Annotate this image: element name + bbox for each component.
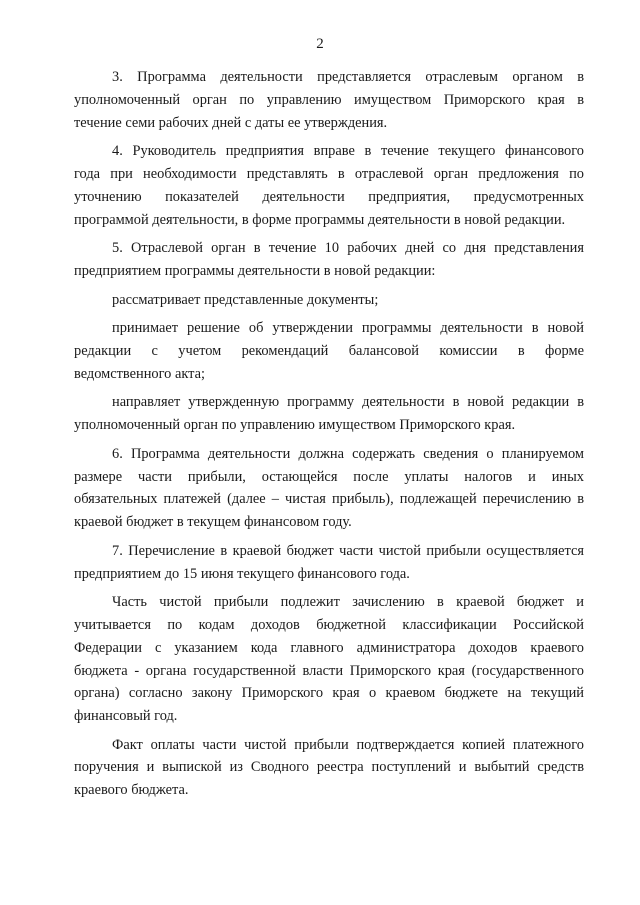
paragraph-line: 7. Перечисление в краевой бюджет части чистой прибыли осуществляется <box>112 542 584 559</box>
paragraph-line: года при необходимости представлять в отраслевой орган предложения по <box>74 165 584 182</box>
paragraph-p8 <box>74 591 584 728</box>
page-number: 2 <box>316 36 324 52</box>
paragraph-line: 6. Программа деятельности должна содержать сведения о планируемом <box>112 445 584 462</box>
paragraph-line: уполномоченный орган по управлению имуществом Приморского края. <box>74 417 516 434</box>
paragraph-line: Часть чистой прибыли подлежит зачислению в краевой бюджет и <box>112 594 584 611</box>
paragraph-line: предприятием программы деятельности в новой редакции: <box>74 262 436 279</box>
paragraph-line: рассматривает представленные документы; <box>112 291 379 308</box>
paragraph-p5b <box>74 317 584 385</box>
paragraph-line: предприятием до 15 июня текущего финансового года. <box>74 565 410 582</box>
paragraph-line: принимает решение об утверждении программы деятельности в новой <box>112 320 584 337</box>
paragraph-line: уточнению показателей деятельности предприятия, предусмотренных <box>74 188 584 205</box>
paragraph-line: направляет утвержденную программу деятельности в новой редакции в <box>112 394 584 411</box>
paragraph-p3 <box>74 66 584 134</box>
paragraph-line: 4. Руководитель предприятия вправе в течение текущего финансового <box>112 143 584 160</box>
document-body <box>74 66 584 808</box>
paragraph-line: Факт оплаты части чистой прибыли подтверждается копией платежного <box>112 736 584 753</box>
paragraph-line: краевой бюджет в текущем финансовом году. <box>74 514 352 531</box>
paragraph-line: Федерации с указанием кода главного администратора доходов краевого <box>74 639 584 656</box>
paragraph-line: бюджета - органа государственной власти Приморского края (государственного <box>74 662 584 679</box>
paragraph-line: органа) согласно закону Приморского края о краевом бюджете на текущий <box>74 685 584 702</box>
paragraph-line: течение семи рабочих дней с даты ее утверждения. <box>74 114 388 131</box>
paragraph-line: программой деятельности, в форме программы деятельности в новой редакции. <box>74 211 566 228</box>
paragraph-line: 3. Программа деятельности представляется отраслевым органом в <box>112 69 584 85</box>
paragraph-line: уполномоченный орган по управлению имуществом Приморского края в <box>74 91 584 108</box>
paragraph-p7 <box>74 540 584 586</box>
paragraph-line: 5. Отраслевой орган в течение 10 рабочих дней со дня представления <box>112 240 584 257</box>
paragraph-line: обязательных платежей (далее – чистая прибыль), подлежащей перечислению в <box>74 491 584 508</box>
paragraph-p5c <box>74 391 584 437</box>
paragraph-p4 <box>74 140 584 231</box>
paragraph-line: краевого бюджета. <box>74 782 189 799</box>
paragraph-line: ведомственного акта; <box>74 365 206 382</box>
paragraph-line: поручения и выпиской из Сводного реестра поступлений и выбытий средств <box>74 759 584 776</box>
paragraph-line: учитывается по кодам доходов бюджетной классификации Российской <box>74 616 584 633</box>
paragraph-p5a <box>74 289 584 312</box>
paragraph-p6 <box>74 443 584 534</box>
paragraph-line: финансовый год. <box>74 708 178 725</box>
paragraph-p9 <box>74 734 584 802</box>
paragraph-p5 <box>74 237 584 283</box>
paragraph-line: размере части прибыли, остающейся после уплаты налогов и иных <box>74 468 584 485</box>
paragraph-line: редакции с учетом рекомендаций балансовой комиссии в форме <box>74 342 584 359</box>
